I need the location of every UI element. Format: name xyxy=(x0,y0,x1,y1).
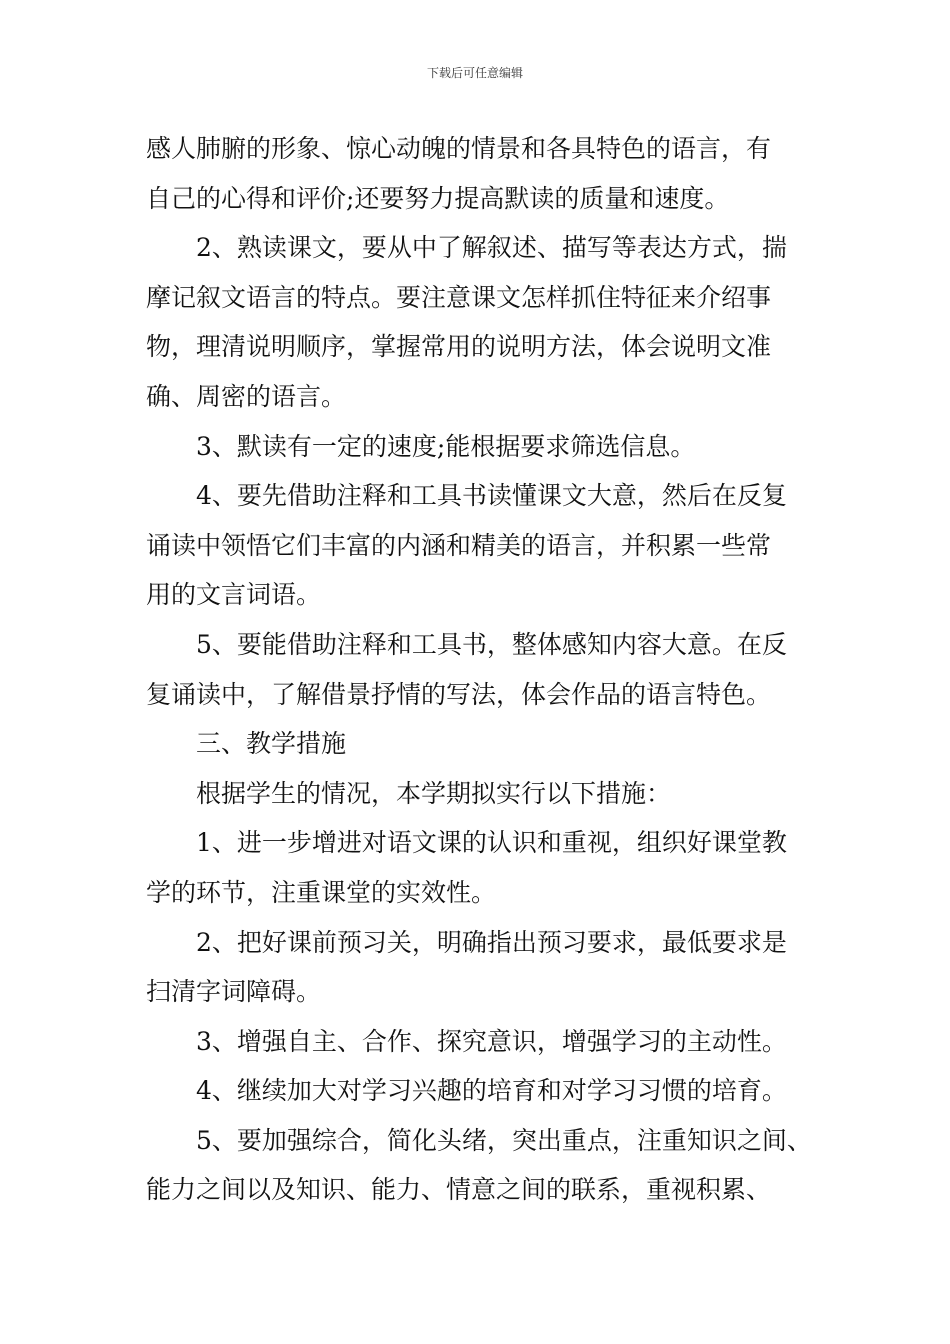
text-line: 根据学生的情况，本学期拟实行以下措施： xyxy=(196,778,672,808)
text-line: 学的环节，注重课堂的实效性。 xyxy=(146,877,497,907)
text-line: 摩记叙文语言的特点。要注意课文怎样抓住特征来介绍事 xyxy=(146,282,772,312)
paragraph-3 xyxy=(146,422,810,472)
text-line: 1、进一步增进对语文课的认识和重视，组织好课堂教 xyxy=(196,828,787,858)
paragraph-2 xyxy=(146,223,810,421)
paragraph-1 xyxy=(146,124,810,223)
paragraph-measure-2 xyxy=(146,918,810,1017)
paragraph-intro xyxy=(146,769,810,819)
paragraph-measure-1 xyxy=(146,818,810,917)
text-line: 5、要能借助注释和工具书，整体感知内容大意。在反 xyxy=(196,629,787,659)
paragraph-measure-3 xyxy=(146,1017,810,1067)
paragraph-4 xyxy=(146,471,810,620)
text-line: 自己的心得和评价;还要努力提高默读的质量和速度。 xyxy=(146,183,730,213)
section-heading xyxy=(146,719,810,769)
text-line: 5、要加强综合，简化头绪，突出重点，注重知识之间、 xyxy=(196,1125,812,1155)
text-line: 能力之间以及知识、能力、情意之间的联系，重视积累、 xyxy=(146,1175,772,1205)
text-line: 用的文言词语。 xyxy=(146,580,322,610)
text-line: 复诵读中，了解借景抒情的写法，体会作品的语言特色。 xyxy=(146,679,772,709)
text-line: 2、熟读课文，要从中了解叙述、描写等表达方式，揣 xyxy=(196,233,787,263)
text-line: 4、继续加大对学习兴趣的培育和对学习习惯的培育。 xyxy=(196,1076,787,1106)
paragraph-measure-4 xyxy=(146,1066,810,1116)
text-line: 三、教学措施 xyxy=(196,729,347,759)
text-line: 物，理清说明顺序，掌握常用的说明方法，体会说明文准 xyxy=(146,332,772,362)
text-line: 3、默读有一定的速度;能根据要求筛选信息。 xyxy=(196,431,696,461)
text-line: 4、要先借助注释和工具书读懂课文大意，然后在反复 xyxy=(196,481,787,511)
paragraph-measure-5 xyxy=(146,1116,810,1215)
text-line: 2、把好课前预习关，明确指出预习要求，最低要求是 xyxy=(196,927,787,957)
document-body xyxy=(146,124,810,1215)
text-line: 感人肺腑的形象、惊心动魄的情景和各具特色的语言，有 xyxy=(146,134,772,163)
page-header: 下载后可任意编辑 xyxy=(426,66,523,80)
text-line: 3、增强自主、合作、探究意识，增强学习的主动性。 xyxy=(196,1026,787,1056)
text-line: 扫清字词障碍。 xyxy=(146,977,322,1007)
text-line: 诵读中领悟它们丰富的内涵和精美的语言，并积累一些常 xyxy=(146,530,772,560)
text-line: 确、周密的语言。 xyxy=(146,381,347,411)
paragraph-5 xyxy=(146,620,810,719)
